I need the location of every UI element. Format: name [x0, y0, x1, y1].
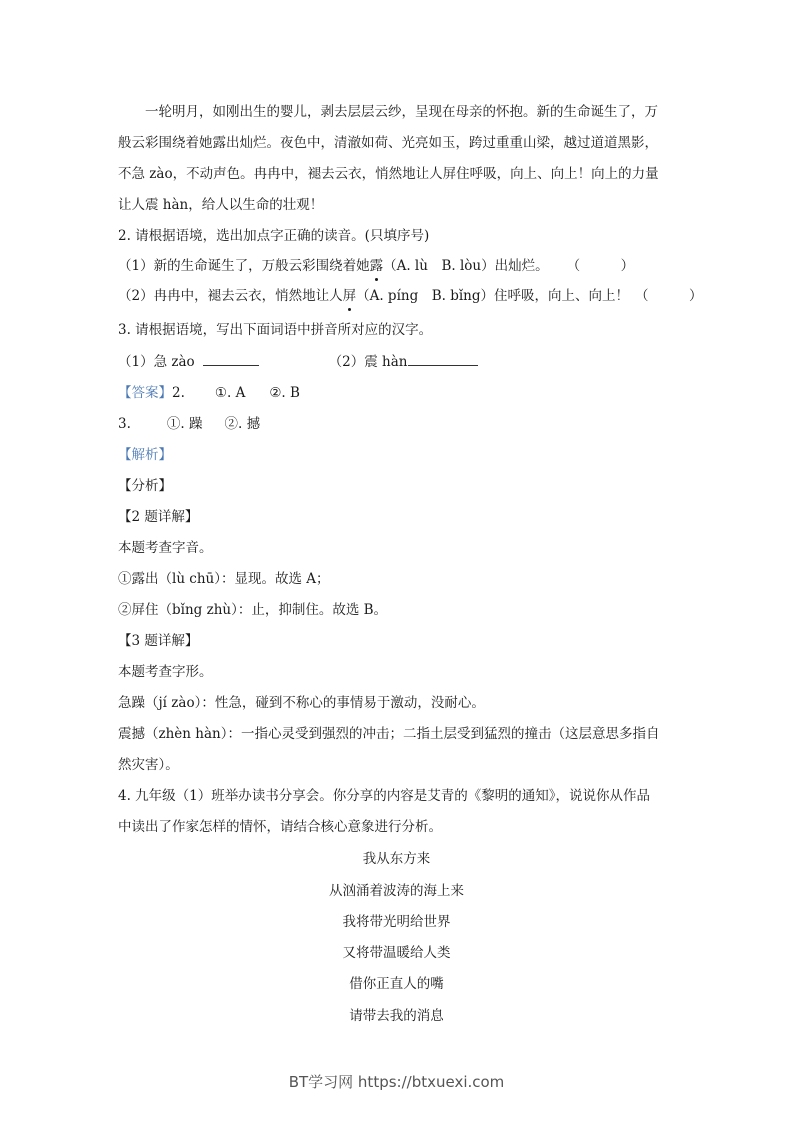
- q3-item-2: （2）震 hàn: [328, 354, 408, 370]
- analysis-label: 【解析】: [118, 447, 172, 463]
- passage-line-1: 一轮明月，如刚出生的婴儿，剥去层层云纱，呈现在母亲的怀抱。新的生命诞生了，万: [118, 104, 658, 120]
- q2-detail-intro: 本题考查字音。: [118, 540, 213, 556]
- dotted-char-bing: 屏: [342, 288, 357, 304]
- question-3-stem: 3. 请根据语境，写出下面词语中拼音所对应的汉字。: [118, 322, 433, 338]
- answer-q2-b: ②. B: [269, 385, 300, 401]
- answer-blank-2[interactable]: （ ）: [635, 288, 703, 304]
- answer-q3-num: 3.: [118, 416, 131, 432]
- q3-detail-intro: 本题考查字形。: [118, 664, 213, 680]
- q2-detail-point-1: ①露出（lù chū）：显现。故选 A；: [118, 571, 330, 587]
- item-2-pre: （2）冉冉中，褪去云衣，悄然地让人: [118, 288, 343, 304]
- q3-detail-point-1: 急躁（jí zào）：性急，碰到不称心的事情易于激动，没耐心。: [118, 695, 485, 711]
- q3-blank-2[interactable]: [408, 353, 478, 366]
- item-2-post: （A. píng B. bǐng）住呼吸，向上、向上！: [356, 288, 630, 304]
- dotted-char-lu: 露: [369, 258, 384, 274]
- passage-line-3: 不急 zào，不动声色。冉冉中，褪去云衣，悄然地让人屏住呼吸，向上、向上！向上的力量: [118, 166, 659, 182]
- poem-line-4: 又将带温暖给人类: [342, 945, 451, 961]
- q3-detail-heading: 【3 题详解】: [118, 633, 199, 649]
- fenxi-label: 【分析】: [118, 478, 172, 494]
- passage-line-2: 般云彩围绕着她露出灿烂。夜色中，清澈如荷、光亮如玉，跨过重重山梁，越过道道黑影，: [118, 135, 658, 151]
- answer-blank-1[interactable]: （ ）: [566, 258, 635, 274]
- poem-line-1: 我从东方来: [362, 851, 431, 867]
- q3-item-1: （1）急 zào: [118, 354, 195, 370]
- question-2-item-1: [118, 257, 634, 275]
- q2-detail-heading: 【2 题详解】: [118, 509, 199, 525]
- q3-detail-point-2-line-2: 然灾害）。: [118, 757, 179, 773]
- poem-line-6: 请带去我的消息: [349, 1008, 444, 1024]
- question-2-item-2: [118, 287, 703, 305]
- q3-detail-point-2-line-1: 震撼（zhèn hàn）：一指心灵受到强烈的冲击；二指土层受到猛烈的撞击（这层意思多指自: [118, 726, 660, 742]
- answer-q3-a: ①. 躁: [166, 416, 203, 432]
- answer-line-1: [118, 384, 300, 402]
- question-4-line-2: 中读出了作家怎样的情怀，请结合核心意象进行分析。: [118, 819, 442, 835]
- answer-label: 【答案】: [118, 385, 172, 401]
- item-1-pre: （1）新的生命诞生了，万般云彩围绕着她: [118, 258, 370, 274]
- q3-blank-1[interactable]: [203, 353, 259, 366]
- answer-q2-num: 2.: [172, 385, 185, 401]
- poem-line-3: 我将带光明给世界: [342, 914, 451, 930]
- passage-line-4: 让人震 hàn，给人以生命的壮观！: [118, 197, 324, 213]
- poem-line-5: 借你正直人的嘴: [349, 976, 444, 992]
- footer-watermark: BT学习网 https://btxuexi.com: [288, 1073, 505, 1091]
- poem-line-2: 从汹涌着波涛的海上来: [329, 883, 464, 899]
- question-2-stem: 2. 请根据语境，选出加点字正确的读音。(只填序号): [118, 228, 430, 244]
- item-1-post: （A. lù B. lòu）出灿烂。: [383, 258, 549, 274]
- question-4-line-1: 4. 九年级（1）班举办读书分享会。你分享的内容是艾青的《黎明的通知》，说说你从作品: [118, 788, 651, 804]
- question-3-items: [118, 353, 478, 371]
- q2-detail-point-2: ②屏住（bǐng zhù）：止，抑制住。故选 B。: [118, 602, 388, 618]
- answer-q2-a: ①. A: [214, 385, 246, 401]
- answer-q3-b: ②. 撼: [224, 416, 261, 432]
- answer-line-2: [118, 415, 260, 433]
